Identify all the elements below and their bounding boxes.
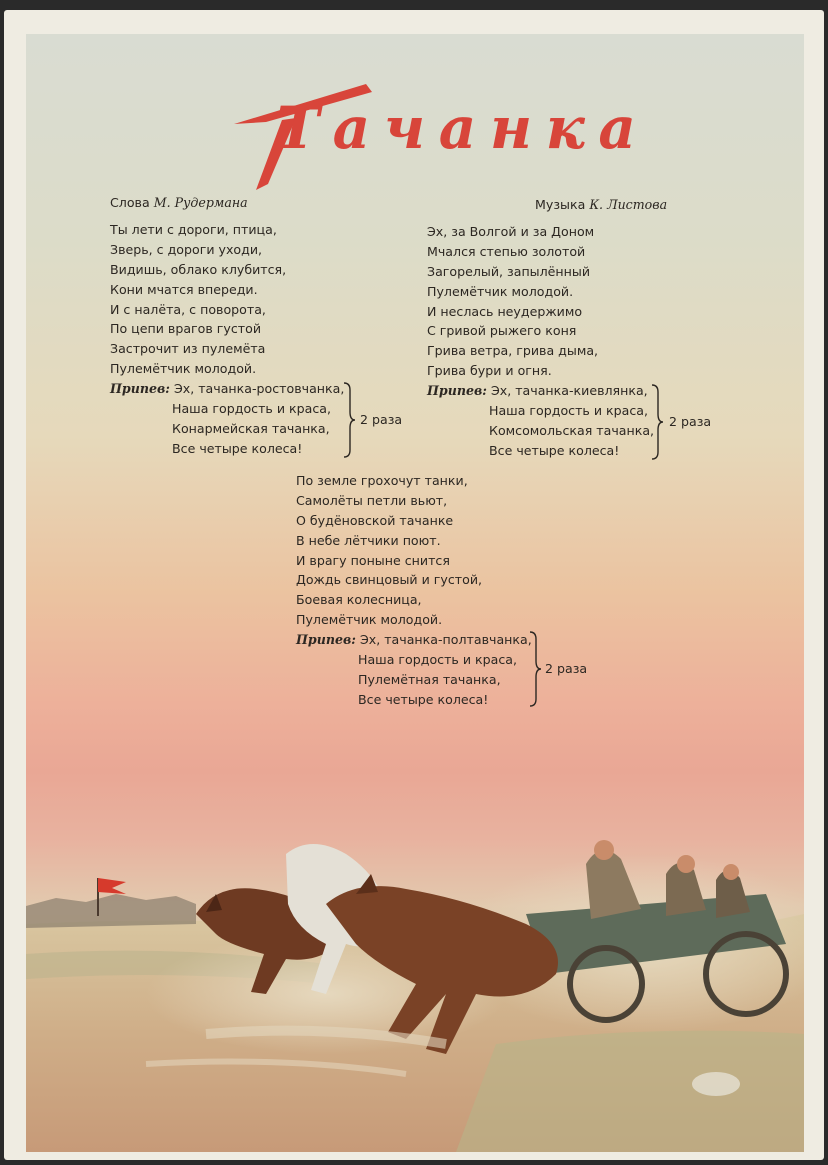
song-title-text: Тачанка [276,94,636,162]
repeat-brace [650,384,664,460]
verse-line: И с налёта, с поворота, [110,301,266,317]
verse-line: Грива бури и огня. [427,363,552,379]
verse-line: Самолёты петли вьют, [296,492,448,508]
verse-line: Грива ветра, грива дыма, [427,343,599,359]
verse-line: Загорелый, запылённый [427,263,591,279]
verse-line: Застрочит из пулемёта [110,341,266,357]
refrain-line: Наша гордость и краса, [172,401,331,417]
verse-line: О будёновской тачанке [296,512,454,528]
refrain-line: Конармейская тачанка, [172,420,330,436]
verse-2 [427,222,654,461]
verse-line: И неслась неудержимо [427,303,583,319]
refrain-line [427,381,654,401]
repeat-brace [528,631,542,707]
music-author: К. Листова [589,197,668,212]
refrain-label: Припев: [296,632,356,648]
verse-line: По земле грохочут танки, [296,473,468,488]
music-credit [535,197,667,212]
refrain-line: Наша гордость и краса, [489,403,648,419]
lyrics-label: Слова [110,195,150,210]
verse-1 [110,220,344,459]
verse-line: Боевая колесница, [296,592,422,608]
verse-line: Эх, за Волгой и за Доном [427,224,595,239]
refrain-line: Все четыре колеса! [172,440,303,456]
verse-line: По цепи врагов густой [110,321,262,337]
refrain-label: Припев: [427,383,487,399]
repeat-count: 2 раза [360,412,403,427]
verse-line: Ты лети с дороги, птица, [110,222,277,237]
refrain-label: Припев: [110,381,170,397]
refrain-line: Наша гордость и краса, [358,652,517,668]
verse-line: И врагу поныне снится [296,552,450,568]
verse-line: Видишь, облако клубится, [110,261,287,277]
verse-line: В небе лётчики поют. [296,532,441,548]
refrain-text: Эх, тачанка-полтавчанка, [359,632,532,648]
distant-cavalry [26,894,196,928]
refrain-line [110,379,344,399]
lyrics-author: М. Рудермана [153,195,248,210]
verse-line: Зверь, с дороги уходи, [110,241,263,257]
refrain-line: Все четыре колеса! [489,442,620,458]
postcard [4,10,824,1160]
refrain-text: Эх, тачанка-ростовчанка, [173,381,345,397]
repeat-count: 2 раза [545,661,588,676]
repeat-count: 2 раза [669,414,712,429]
verse-line: Мчался степью золотой [427,243,586,259]
refrain-line: Все четыре колеса! [358,691,489,707]
tachanka-illustration [26,794,804,1152]
verse-line: С гривой рыжего коня [427,323,577,339]
refrain-line: Пулемётная тачанка, [358,671,501,687]
music-label: Музыка [535,197,586,212]
refrain-line: Комсомольская тачанка, [489,422,655,438]
verse-line: Дождь свинцовый и густой, [296,572,483,588]
illustrated-page [26,34,804,1152]
verse-3 [296,471,532,710]
refrain-text: Эх, тачанка-киевлянка, [490,383,648,399]
refrain-line [296,630,532,650]
verse-line: Пулемётчик молодой. [427,283,574,299]
verse-line: Пулемётчик молодой. [110,361,257,377]
verse-line: Пулемётчик молодой. [296,612,443,628]
song-title [226,72,646,202]
verse-line: Кони мчатся впереди. [110,281,258,297]
lyrics-credit [110,195,248,210]
repeat-brace [342,382,356,458]
